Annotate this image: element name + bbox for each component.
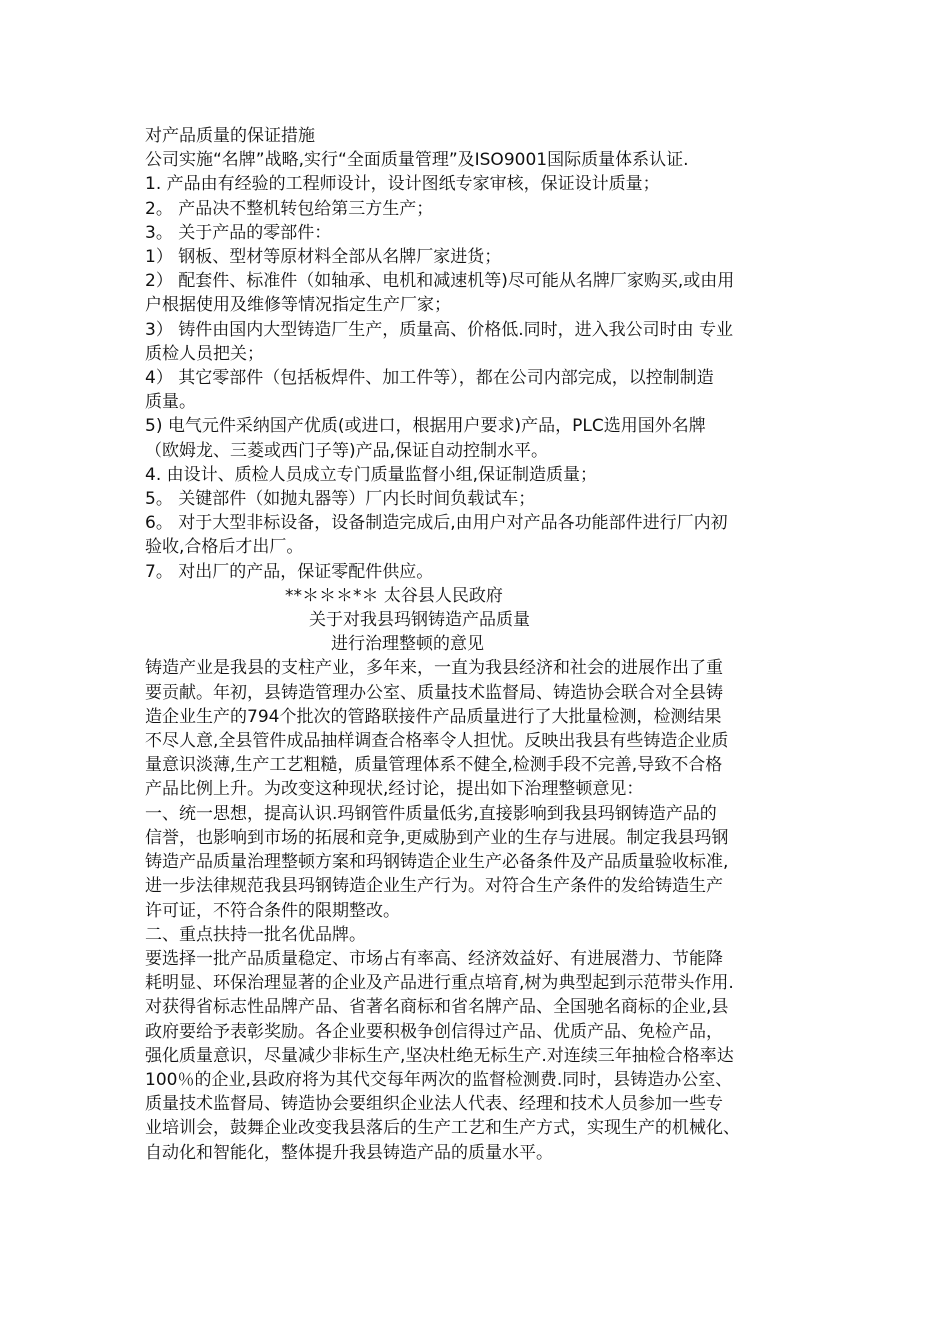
text-line: 1. 产品由有经验的工程师设计，设计图纸专家审核，保证设计质量； (145, 174, 660, 195)
notice-title-line: 关于对我县玛钢铸造产品质量 (309, 610, 530, 631)
text-line: 产品比例上升。为改变这种现状,经讨论，提出如下治理整顿意见： (145, 779, 644, 800)
text-line: 验收,合格后才出厂。 (145, 537, 304, 558)
text-line: 6。 对于大型非标设备，设备制造完成后,由用户对产品各功能部件进行厂内初 (145, 513, 728, 534)
text-line: 户根据使用及维修等情况指定生产厂家； (145, 295, 451, 316)
text-line: 1） 钢板、型材等原材料全部从名牌厂家进货； (145, 247, 502, 268)
text-line: 耗明显、环保治理显著的企业及产品进行重点培育,树为典型起到示范带头作用. (145, 973, 734, 994)
text-line: 信誉，也影响到市场的拓展和竞争,更威胁到产业的生存与进展。制定我县玛钢 (145, 827, 729, 848)
text-line: 3） 铸件由国内大型铸造厂生产，质量高、价格低.同时，进入我公司时由 专业 (145, 319, 734, 340)
text-line: 对获得省标志性品牌产品、省著名商标和省名牌产品、全国驰名商标的企业,县 (145, 997, 729, 1018)
text-line: 自动化和智能化，整体提升我县铸造产品的质量水平。 (145, 1142, 553, 1163)
text-line: 二、重点扶持一批名优品牌。 (145, 924, 366, 945)
text-line: 5。 关键部件（如抛丸器等）厂内长时间负载试车； (145, 489, 536, 510)
text-line: 100％的企业,县政府将为其代交每年两次的监督检测费.同时，县铸造办公室、 (145, 1069, 733, 1090)
text-line: 进一步法律规范我县玛钢铸造企业生产行为。对符合生产条件的发给铸造生产 (145, 876, 723, 897)
notice-body (145, 656, 815, 1164)
text-line: 2。 产品决不整机转包给第三方生产； (145, 198, 434, 219)
section-title: 对产品质量的保证措施 (145, 126, 315, 146)
text-line: 强化质量意识，尽量减少非标生产,坚决杜绝无标生产.对连续三年抽检合格率达 (145, 1045, 734, 1066)
text-line: 5) 电气元件采纳国产优质(或进口，根据用户要求)产品，PLC选用国外名牌 (145, 416, 706, 437)
text-line: 许可证，不符合条件的限期整改。 (145, 900, 400, 921)
text-line: （欧姆龙、三菱或西门子等)产品,保证自动控制水平。 (145, 440, 549, 461)
text-line: 要贡献。年初，县铸造管理办公室、质量技术监督局、铸造协会联合对全县铸 (145, 682, 723, 703)
document-page (145, 124, 815, 1165)
text-line: 质量技术监督局、铸造协会要组织企业法人代表、经理和技术人员参加一些专 (145, 1094, 723, 1115)
text-line: 4） 其它零部件（包括板焊件、加工件等），都在公司内部完成，以控制制造 (145, 368, 714, 389)
text-line: 量意识淡薄,生产工艺粗糙，质量管理体系不健全,检测手段不完善,导致不合格 (145, 755, 723, 776)
text-line: 铸造产品质量治理整顿方案和玛钢铸造企业生产必备条件及产品质量验收标准, (145, 852, 729, 873)
notice-title-line: 进行治理整顿的意见 (331, 634, 484, 655)
text-line: 铸造产业是我县的支柱产业，多年来，一直为我县经济和社会的进展作出了重 (145, 658, 723, 679)
text-line: 质检人员把关； (145, 343, 264, 364)
text-line: 造企业生产的794个批次的管路联接件产品质量进行了大批量检测，检测结果 (145, 706, 722, 727)
text-line: 7。 对出厂的产品，保证零配件供应。 (145, 561, 434, 582)
text-line: 一、统一思想，提高认识.玛钢管件质量低劣,直接影响到我县玛钢铸造产品的 (145, 803, 717, 824)
quality-measures-section (145, 124, 815, 584)
text-line: 不尽人意,全县管件成品抽样调查合格率令人担忧。反映出我县有些铸造企业质 (145, 731, 729, 752)
text-line: 质量。 (145, 392, 196, 413)
text-line: 公司实施“名牌”战略,实行“全面质量管理”及ISO9001国际质量体系认证. (145, 150, 689, 171)
text-line: 政府要给予表彰奖励。各企业要积极争创信得过产品、优质产品、免检产品， (145, 1021, 723, 1042)
text-line: 4. 由设计、质检人员成立专门质量监督小组,保证制造质量； (145, 464, 598, 485)
text-line: 3。 关于产品的零部件： (145, 222, 332, 243)
text-line: 2） 配套件、标准件（如轴承、电机和减速机等)尽可能从名牌厂家购买,或由用 (145, 271, 735, 292)
issuer-line: **＊＊＊*＊ 太谷县人民政府 (285, 585, 503, 606)
text-line: 业培训会，鼓舞企业改变我县落后的生产工艺和生产方式，实现生产的机械化、 (145, 1118, 740, 1139)
notice-header (145, 584, 815, 657)
text-line: 要选择一批产品质量稳定、市场占有率高、经济效益好、有进展潜力、节能降 (145, 948, 723, 969)
